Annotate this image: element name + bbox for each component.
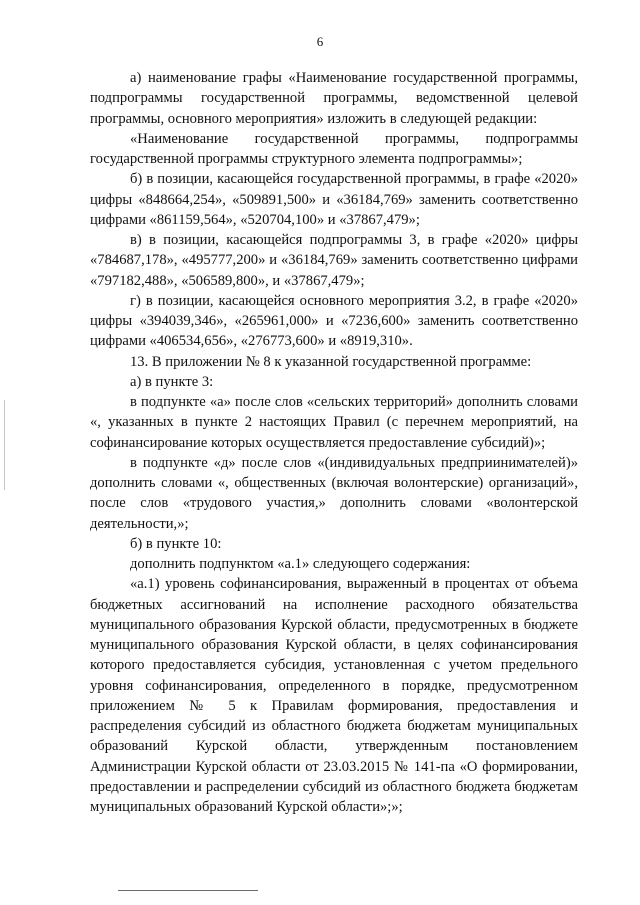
paragraph-a1-content: «а.1) уровень софинансирования, выраженный в процентах от объема бюджетных ассигнований на исполнение расходного обязательства муниципального образования Курской области, предусмотренных в бюджете муниципального образования Курской области, в целях софинансирования которого предоставляется субсидия, установленная с учетом предельного уровня софинансирования, определенного в порядке, предусмотренном приложением № 5 к Правилам формирования, предоставления и распределения субсидий из областного бюджета бюджетам муниципальных образований Курской области, утвержденным постановлением Администрации Курской области от 23.03.2015 № 141-па «О формировании, предоставлении и распределении субсидий из областного бюджета бюджетам муниципальных образований Курской области»;»; <box>90 576 578 815</box>
paragraph-a-column-name: а) наименование графы «Наименование государственной программы, подпрограммы государственной программы, ведомственной целевой программы, основного мероприятия» изложить в следующей редакции: <box>90 70 578 127</box>
page-number: 6 <box>316 34 324 49</box>
paragraph-b-point-10: б) в пункте 10: <box>130 535 222 552</box>
paragraph-new-column-name: «Наименование государственной программы, подпрограммы государственной программы структурного элемента подпрограммы»; <box>90 130 578 167</box>
paragraph-subpoint-a: в подпункте «а» после слов «сельских территорий» дополнить словами «, указанных в пункте 2 настоящих Правил (с перечнем мероприятий, на софинансирование которых осуществляется предоставление субсидий)»; <box>90 394 578 451</box>
paragraph-13-appendix-8: 13. В приложении № 8 к указанной государственной программе: <box>130 353 532 370</box>
paragraph-b-state-program: б) в позиции, касающейся государственной программы, в графе «2020» цифры «848664,254», «509891,500» и «36184,769» заменить соответственно цифрами «861159,564», «520704,100» и «37867,479»; <box>90 171 578 228</box>
document-body <box>90 68 578 817</box>
scan-edge-mark <box>4 400 5 490</box>
paragraph-g-main-measure: г) в позиции, касающейся основного мероприятия 3.2, в графе «2020» цифры «394039,346», «265961,000» и «7236,600» заменить соответственно цифрами «406534,656», «276773,600» и «8919,310». <box>90 292 578 350</box>
paragraph-v-subprogram-3: в) в позиции, касающейся подпрограммы 3, в графе «2020» цифры «784687,178», «495777,200» и «36184,769» заменить соответственно цифрами «797182,488», «506589,800», и «37867,479»; <box>90 232 578 289</box>
footer-rule <box>118 890 258 891</box>
paragraph-a-point-3: а) в пункте 3: <box>130 373 214 390</box>
paragraph-add-subpoint: дополнить подпунктом «а.1» следующего содержания: <box>130 556 471 572</box>
paragraph-subpoint-d: в подпункте «д» после слов «(индивидуальных предприинимателей)» дополнить словами «, общественных (включая волонтерские) организаций», после слов «трудового участия,» дополнить словами «волонтерской деятельности,»; <box>90 454 578 532</box>
